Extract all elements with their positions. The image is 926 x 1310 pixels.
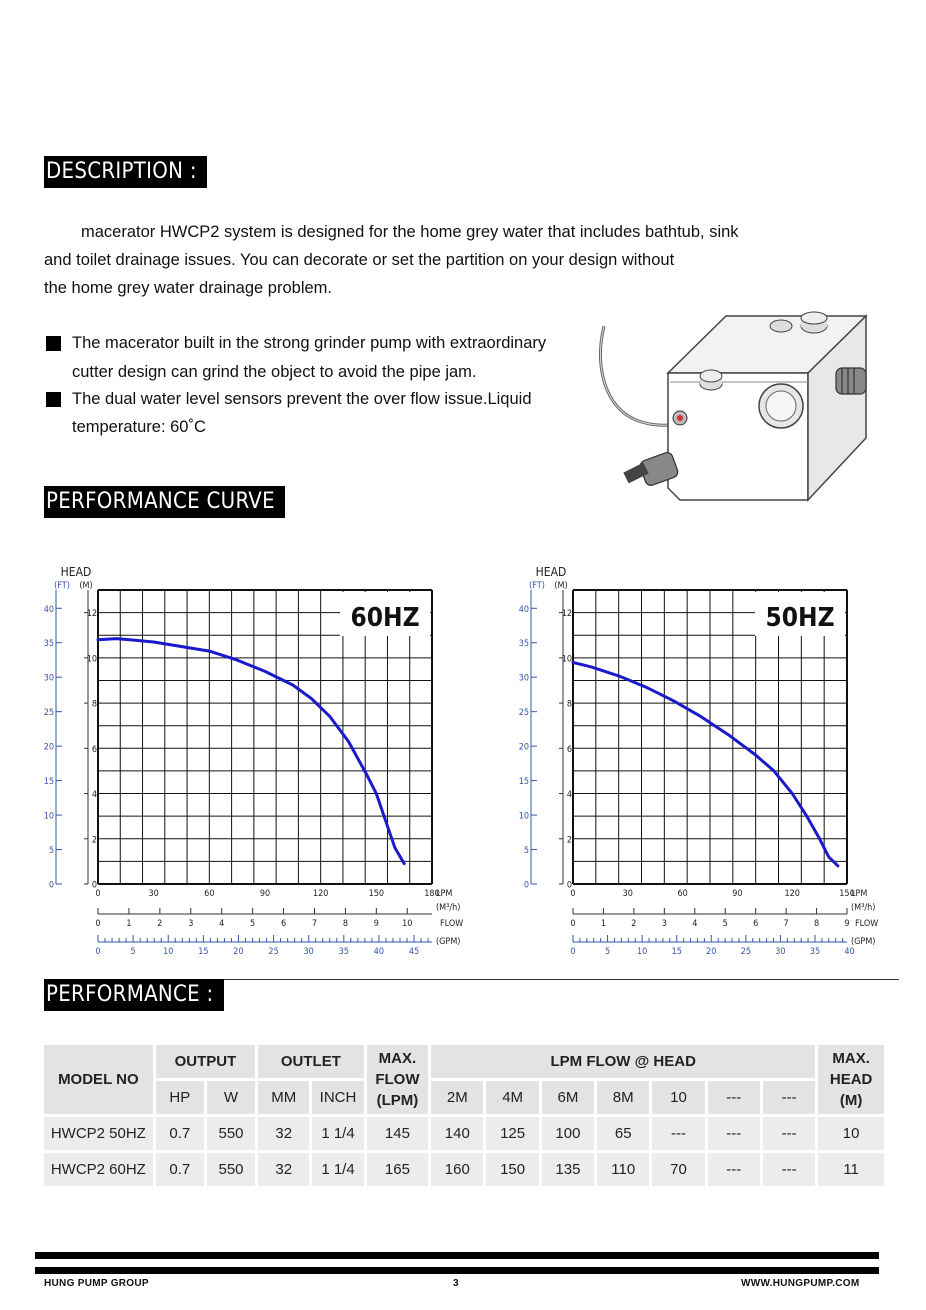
x-tick-label-m3h: 4 [692,919,698,929]
x-tick-label-lpm: 0 [570,889,576,899]
description-line-3: the home grey water drainage problem. [44,279,332,297]
table-cell: 32 [258,1117,309,1150]
table-cell: 10 [818,1117,884,1150]
table-cell: 160 [431,1153,483,1186]
y-tick-label-m: 8 [566,699,572,710]
x-tick-label-lpm: 120 [784,889,800,899]
x-tick-label-gpm: 20 [233,947,244,957]
y-tick-label-ft: 25 [43,708,54,719]
x-tick-label-gpm: 30 [775,947,786,957]
y-tick-label-ft: 35 [518,639,529,650]
x-tick-label-gpm: 10 [636,947,648,957]
header-lpm-flow: LPM FLOW @ HEAD [431,1045,815,1078]
y-tick-label-ft: 25 [518,708,529,719]
performance-curve-line [573,662,838,866]
x-unit-lpm: LPM [436,889,453,899]
header-model: MODEL NO [44,1045,153,1114]
x-tick-label-lpm: 120 [312,889,329,899]
table-cell: 70 [652,1153,704,1186]
x-tick-label-lpm: 180 [424,889,440,899]
y-tick-label-ft: 0 [523,880,529,891]
table-cell: 125 [486,1117,538,1150]
y-tick-label-m: 0 [91,880,97,891]
table-cell: 1 1/4 [312,1153,363,1186]
y-tick-label-ft: 30 [518,673,529,684]
x-tick-label-m3h: 5 [722,919,728,929]
bullet-2-line-1: The dual water level sensors prevent the over flow issue.Liquid [72,390,532,408]
x-tick-label-lpm: 90 [732,889,743,899]
header-max-head-line: HEAD [829,1071,873,1088]
footer-page-number: 3 [453,1278,459,1289]
x-tick-label-gpm: 5 [604,947,611,957]
y-unit-ft: (FT) [54,581,70,591]
x-unit-gpm: (GPM) [436,937,461,947]
table-cell: 550 [207,1153,255,1186]
table-cell: --- [708,1153,760,1186]
y-tick-label-ft: 40 [518,604,529,615]
x-tick-label-lpm: 90 [259,889,271,899]
x-tick-label-m3h: 8 [813,919,820,929]
x-tick-label-m3h: 10 [402,919,413,929]
table-cell: --- [763,1117,815,1150]
performance-chart-60hz [40,550,480,960]
x-tick-label-m3h: 0 [570,919,576,929]
footer-rule-top [35,1252,879,1259]
x-tick-label-m3h: 3 [188,919,194,929]
x-tick-label-m3h: 9 [373,919,379,929]
y-tick-label-m: 0 [566,880,572,891]
y-tick-label-ft: 5 [48,846,54,857]
x-tick-label-lpm: 150 [839,889,855,899]
x-unit-flow: FLOW [855,919,879,929]
x-tick-label-m3h: 1 [600,919,607,929]
chart-title: 60HZ [350,603,420,633]
header-max-head-line: MAX. [832,1050,870,1067]
header-max-flow-line: MAX. [378,1050,417,1067]
x-tick-label-lpm: 0 [95,889,101,899]
x-tick-label-lpm: 60 [677,889,688,899]
footer-website: WWW.HUNGPUMP.COM [741,1278,860,1289]
header-outlet: OUTLET [258,1045,364,1078]
y-tick-label-m: 6 [91,744,97,755]
table-cell: 110 [597,1153,649,1186]
table-cell: 135 [542,1153,594,1186]
description-line-1: macerator HWCP2 system is designed for the home grey water that includes bathtub, sink [81,223,739,241]
x-tick-label-gpm: 0 [570,947,576,957]
chart-title: 50HZ [765,603,835,633]
table-row [44,1153,884,1186]
bullet-1-line-2: cutter design can grind the object to avoid the pipe jam. [72,363,477,381]
y-unit-m: (M) [554,581,568,591]
x-tick-label-lpm: 60 [204,889,215,899]
x-unit-flow: FLOW [440,919,464,929]
table-cell: 32 [258,1153,309,1186]
table-cell: 100 [542,1117,594,1150]
x-tick-label-m3h: 8 [342,919,348,929]
x-tick-label-m3h: 3 [661,919,667,929]
y-tick-label-m: 12 [86,609,97,620]
table-cell: 150 [486,1153,538,1186]
performance-chart-50hz [505,550,926,960]
table-cell: --- [763,1153,815,1186]
footer-company: HUNG PUMP GROUP [44,1278,149,1289]
subheader-head: --- [708,1081,760,1114]
macerator-product-image [596,308,871,508]
subheader-inch: INCH [312,1081,363,1114]
x-tick-label-gpm: 45 [408,947,420,957]
header-max-flow [367,1045,429,1114]
y-tick-label-ft: 15 [518,777,529,788]
subheader-w: W [207,1081,255,1114]
y-unit-ft: (FT) [529,581,545,591]
header-max-flow-line: FLOW [375,1071,420,1088]
y-tick-label-m: 4 [91,790,97,801]
x-tick-label-m3h: 9 [844,919,850,929]
x-tick-label-gpm: 0 [95,947,101,957]
x-tick-label-gpm: 25 [268,947,279,957]
x-tick-label-m3h: 6 [280,919,287,929]
y-unit-m: (M) [79,581,93,591]
x-tick-label-gpm: 35 [338,947,349,957]
y-tick-label-ft: 35 [43,639,54,650]
table-cell: 0.7 [156,1153,204,1186]
header-max-head-line: (M) [839,1092,863,1109]
table-cell: HWCP2 50HZ [44,1117,153,1150]
performance-table [41,1042,887,1189]
x-tick-label-m3h: 2 [631,919,637,929]
x-tick-label-gpm: 15 [198,947,209,957]
bullet-square-icon [46,336,61,351]
y-tick-label-ft: 20 [518,742,529,753]
y-tick-label-m: 10 [86,654,97,665]
x-tick-label-lpm: 150 [368,889,385,899]
table-cell: --- [708,1117,760,1150]
x-tick-label-lpm: 30 [622,889,633,899]
y-tick-label-m: 2 [91,835,97,846]
y-tick-label-m: 12 [561,609,572,620]
header-max-flow-line: (LPM) [376,1092,419,1109]
x-tick-label-gpm: 25 [740,947,752,957]
subheader-mm: MM [258,1081,309,1114]
y-tick-label-m: 6 [566,744,572,755]
y-tick-label-m: 10 [561,654,572,665]
y-tick-label-ft: 10 [43,811,54,822]
subheader-head: 8M [597,1081,649,1114]
y-tick-label-ft: 0 [48,880,54,891]
x-tick-label-gpm: 20 [706,947,717,957]
table-cell: 550 [207,1117,255,1150]
table-cell: 140 [431,1117,483,1150]
subheader-head: 2M [431,1081,483,1114]
bullet-square-icon [46,392,61,407]
description-line-2: and toilet drainage issues. You can decorate or set the partition on your design without [44,251,675,269]
x-tick-label-m3h: 5 [250,919,256,929]
y-tick-label-ft: 10 [518,811,529,822]
x-tick-label-gpm: 40 [844,947,855,957]
x-tick-label-gpm: 15 [671,947,682,957]
x-tick-label-m3h: 2 [157,919,163,929]
table-cell: 165 [367,1153,429,1186]
table-cell: 65 [597,1117,649,1150]
subheader-head: 6M [542,1081,594,1114]
table-cell: --- [652,1117,704,1150]
x-tick-label-m3h: 7 [311,919,318,929]
subheader-hp: HP [156,1081,204,1114]
x-tick-label-m3h: 0 [95,919,101,929]
performance-curve-title: PERFORMANCE CURVE [44,486,285,518]
subheader-head: 4M [486,1081,538,1114]
bullet-2-line-2: temperature: 60˚C [72,418,206,436]
table-cell: 11 [818,1153,884,1186]
performance-curve-line [98,639,404,864]
x-tick-label-m3h: 7 [783,919,789,929]
y-tick-label-m: 4 [566,790,572,801]
y-tick-label-ft: 5 [523,846,529,857]
table-cell: 145 [367,1117,429,1150]
y-axis-label: HEAD [60,565,92,579]
y-axis-label: HEAD [535,565,567,579]
bullet-1-line-1: The macerator built in the strong grinder pump with extraordinary [72,334,547,352]
y-tick-label-ft: 15 [43,777,54,788]
performance-title: PERFORMANCE : [44,979,224,1011]
y-tick-label-m: 2 [566,835,572,846]
table-cell: HWCP2 60HZ [44,1153,153,1186]
x-unit-gpm: (GPM) [851,937,876,947]
y-tick-label-m: 8 [91,699,97,710]
x-tick-label-gpm: 30 [303,947,314,957]
y-tick-label-ft: 30 [43,673,54,684]
description-title: DESCRIPTION : [44,156,207,188]
subheader-head: 10 [652,1081,704,1114]
x-tick-label-m3h: 6 [753,919,759,929]
table-row [44,1117,884,1150]
footer-rule-bottom [35,1267,879,1274]
header-output: OUTPUT [156,1045,255,1078]
subheader-head: --- [763,1081,815,1114]
x-unit-lpm: LPM [851,889,868,899]
x-unit-m3h: (M³/h) [851,903,876,913]
x-tick-label-gpm: 40 [373,947,385,957]
table-cell: 0.7 [156,1117,204,1150]
x-tick-label-gpm: 5 [130,947,136,957]
x-unit-m3h: (M³/h) [436,903,461,913]
y-tick-label-ft: 20 [43,742,54,753]
header-max-head [818,1045,884,1114]
x-tick-label-gpm: 35 [809,947,821,957]
x-tick-label-gpm: 10 [163,947,174,957]
x-tick-label-m3h: 1 [126,919,132,929]
table-cell: 1 1/4 [312,1117,363,1150]
x-tick-label-m3h: 4 [219,919,225,929]
y-tick-label-ft: 40 [43,604,54,615]
x-tick-label-lpm: 30 [148,889,159,899]
